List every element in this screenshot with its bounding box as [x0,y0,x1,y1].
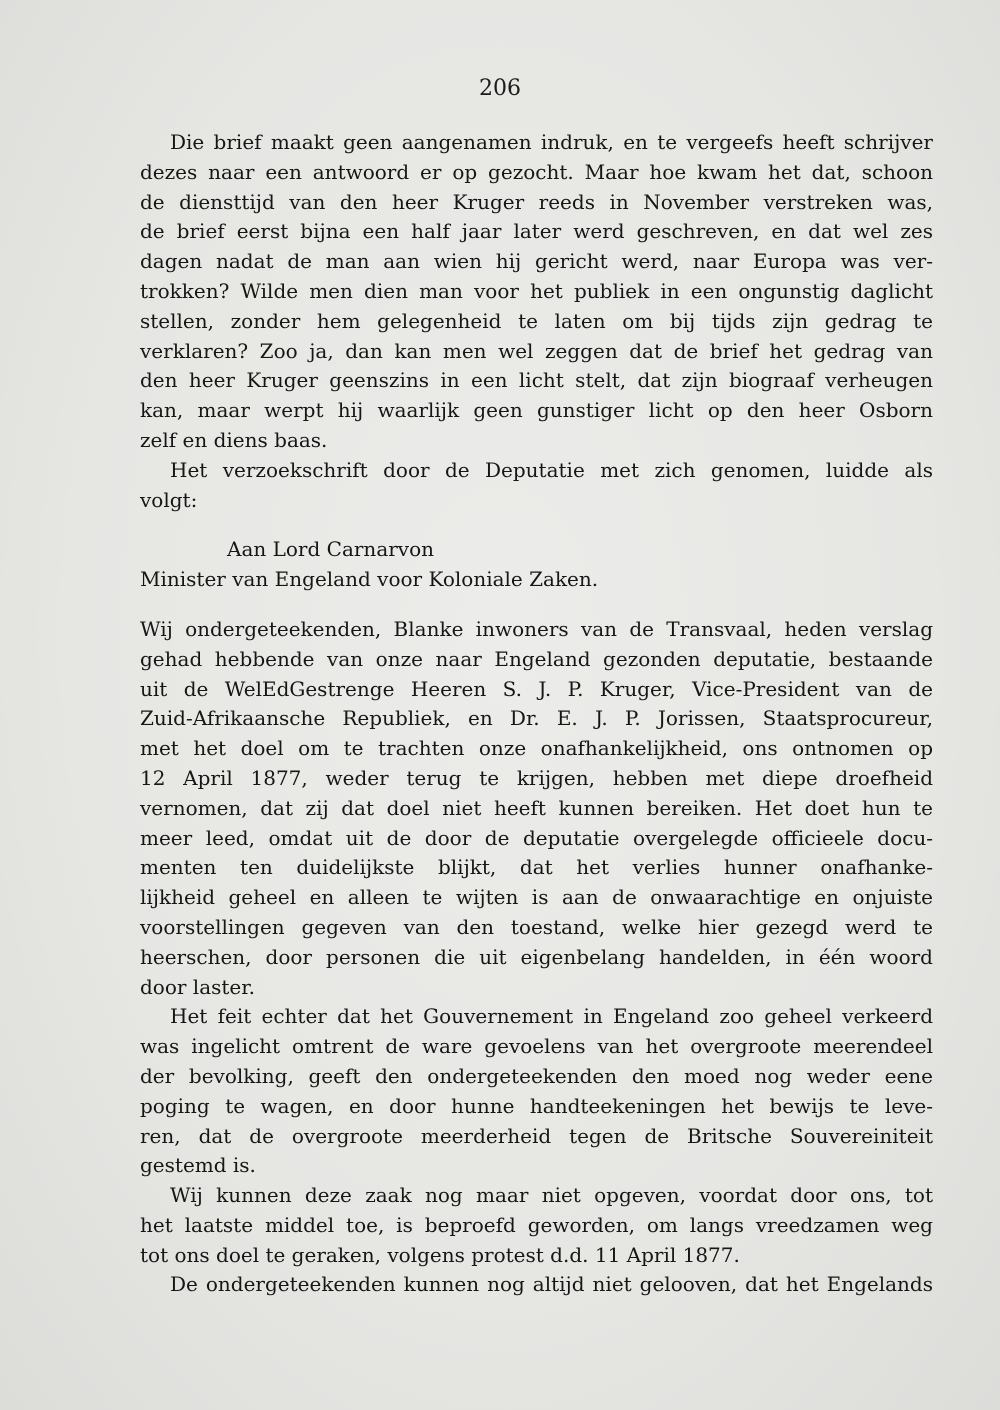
text-line: dagen nadat de man aan wien hij gericht werd, naar Europa was ver- [140,249,933,274]
text-line: Het feit echter dat het Gouvernement in Engeland zoo geheel verkeerd [170,1004,933,1029]
text-line: kan, maar werpt hij waarlijk geen gunstiger licht op den heer Osborn [140,398,933,423]
text-line: Die brief maakt geen aangenamen indruk, en te vergeefs heeft schrijver [170,130,933,154]
text-line: met het doel om te trachten onze onafhankelijkheid, ons ontnomen op [140,736,933,761]
text-line: dezes naar een antwoord er op gezocht. Maar hoe kwam het dat, schoon [140,159,933,184]
text-line: heerschen, door personen die uit eigenbelang handelden, in één woord [140,944,933,969]
text-line: tot ons doel te geraken, volgens protest d.d. 11 April 1877. [140,1242,740,1267]
text-line: poging te wagen, en door hunne handteekeningen het bewijs te leve- [140,1093,933,1118]
address-block [140,535,933,595]
body-text [140,128,933,1300]
text-line: Aan Lord Carnarvon [227,537,435,562]
text-line: De ondergeteekenden kunnen nog altijd niet gelooven, dat het Engelands [170,1272,933,1297]
text-line: stellen, zonder hem gelegenheid te laten om bij tijds zijn gedrag te [140,308,933,333]
text-line: volgt: [140,487,198,512]
text-line: door laster. [140,974,255,999]
text-line: trokken? Wilde men dien man voor het publiek in een ongunstig daglicht [140,278,933,303]
text-line: ren, dat de overgroote meerderheid tegen de Britsche Souvereiniteit [140,1123,933,1148]
text-line: uit de WelEdGestrenge Heeren S. J. P. Kruger, Vice-President van de [140,676,933,701]
text-line: 12 April 1877, weder terug te krijgen, hebben met diepe droefheid [140,765,933,790]
text-line: menten ten duidelijkste blijkt, dat het verlies hunner onafhanke- [140,855,933,880]
paragraph [140,1270,933,1300]
page-number: 206 [479,76,521,101]
text-line: der bevolking, geeft den ondergeteekenden den moed nog weder eene [140,1063,933,1088]
text-line: den heer Kruger geenszins in een licht stelt, dat zijn biograaf verheugen [140,368,933,393]
paragraph [140,615,933,1002]
text-line: was ingelicht omtrent de ware gevoelens van het overgroote meerendeel [140,1034,933,1059]
paragraph [140,456,933,516]
text-line: Wij ondergeteekenden, Blanke inwoners van de Transvaal, heden verslag [140,616,933,641]
text-line: zelf en diens baas. [140,427,328,452]
text-line: Wij kunnen deze zaak nog maar niet opgeven, voordat door ons, tot [170,1183,933,1208]
text-line: vernomen, dat zij dat doel niet heeft kunnen bereiken. Het doet hun te [140,795,933,820]
paragraph [140,1002,933,1181]
text-line: Zuid-Afrikaansche Republiek, en Dr. E. J. P. Jorissen, Staatsprocureur, [140,706,933,731]
text-line: gestemd is. [140,1153,256,1178]
text-line: gehad hebbende van onze naar Engeland gezonden deputatie, bestaande [140,646,933,671]
text-line: meer leed, omdat uit de door de deputatie overgelegde officieele docu- [140,825,933,850]
text-line: verklaren? Zoo ja, dan kan men wel zeggen dat de brief het gedrag van [140,338,933,363]
text-line: lijkheid geheel en alleen te wijten is aan de onwaarachtige en onjuiste [140,885,933,910]
text-line: de brief eerst bijna een half jaar later werd geschreven, en dat wel zes [140,219,933,244]
paragraph [140,1181,933,1270]
text-line: Minister van Engeland voor Koloniale Zaken. [140,567,599,592]
text-line: de diensttijd van den heer Kruger reeds in November verstreken was, [140,189,933,214]
text-line: het laatste middel toe, is beproefd geworden, om langs vreedzamen weg [140,1212,933,1237]
text-line: Het verzoekschrift door de Deputatie met zich genomen, luidde als [170,457,933,482]
text-line: voorstellingen gegeven van den toestand, welke hier gezegd werd te [140,914,933,939]
paragraph [140,128,933,456]
